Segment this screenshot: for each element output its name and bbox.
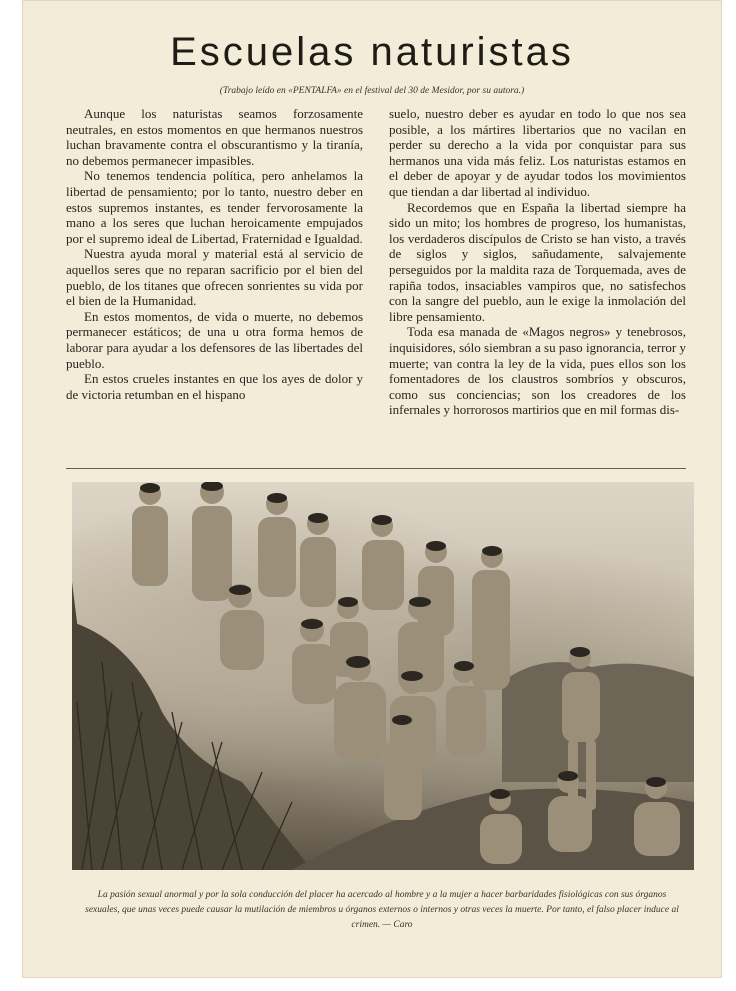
column-left <box>66 106 363 456</box>
paragraph: Aunque los naturistas seamos forzosamente neutrales, en estos momentos en que hermanos nuestros luchan bravamente contra el obscurantismo y la tiranía, no debemos permanecer impasibles. <box>66 106 363 168</box>
paragraph: Recordemos que en España la libertad siempre ha sido un mito; los hombres de progreso, los humanistas, los verdaderos discípulos de Cristo se han visto, a través de siglos y siglos, sañudamente, salvajemente perseguidos por la maldita raza de Torquemada, aves de rapiña todos, insaciables vampiros que, no satisfechos con la sangre del pueblo, aun le exige la inmolación del libre pensamiento. <box>389 199 686 324</box>
paragraph: En estos momentos, de vida o muerte, no debemos permanecer estáticos; de una u otra forma hemos de laborar para ayudar a los defensores de las libertades del pueblo. <box>66 308 363 371</box>
paragraph: No tenemos tendencia política, pero anhelamos la libertad de pensamiento; por lo tanto, nuestro deber en estos supremos instantes, es tender fervorosamente la mano a los seres que luchan heroicamente empujados por el supremo ideal de Libertad, Fraternidad e Igualdad. <box>66 168 363 246</box>
group-photo <box>72 482 694 870</box>
paragraph: En estos crueles instantes en que los ayes de dolor y de victoria retumban en el hispano <box>66 371 363 402</box>
article-title: Escuelas naturistas <box>170 30 574 74</box>
magazine-page <box>22 0 722 978</box>
divider <box>66 468 686 469</box>
column-right <box>389 106 686 456</box>
paragraph: Nuestra ayuda moral y material está al servicio de aquellos seres que no reparan sacrificio por el bien del pueblo, de los titanes que ofrecen sonrientes su vida por el bien de la Humanidad. <box>66 246 363 309</box>
photo-caption: La pasión sexual anormal y por la sola conducción del placer ha acercado al hombre y a la mujer a hacer barbaridades fisiológicas con sus órganos sexuales, que unas veces puede causar la mutilación de miembros u órganos externos o internos y otras veces la muerte. Por tanto, el falso placer induce al crimen. — Caro <box>85 890 679 930</box>
photo-illustration <box>72 482 694 870</box>
article-body <box>66 106 686 456</box>
paragraph: suelo, nuestro deber es ayudar en todo lo que nos sea posible, a los mártires libertarios que no vacilan en perder su derecho a la vida por conquistar para sus hermanos una vida más feliz. Los naturistas estamos en el deber de apoyar y de ayudar todos los movimientos que tiendan a dar libertad al individuo. <box>389 106 686 199</box>
article-subtitle: (Trabajo leído en «PENTALFA» en el festival del 30 de Mesidor, por su autora.) <box>219 86 525 96</box>
paragraph: Toda esa manada de «Magos negros» y tenebrosos, inquisidores, sólo siembran a su paso ignorancia, terror y muerte; van contra la ley de la vida, pues ellos son los fomentadores de los claustros sombríos y obscuros, como sus conciencias; son los creadores de los infernales y horrorosos martirios que en mil formas dis- <box>389 324 686 418</box>
